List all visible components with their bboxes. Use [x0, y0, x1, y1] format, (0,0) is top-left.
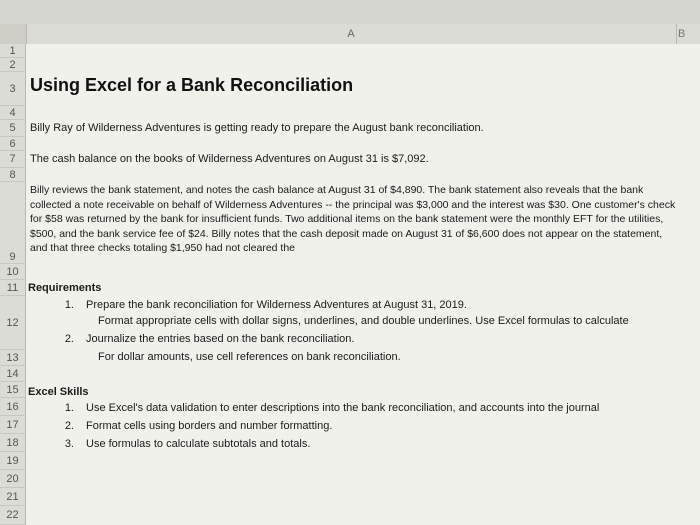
excel-skills-heading[interactable]: Excel Skills	[28, 386, 89, 398]
row-header-22[interactable]: 22	[0, 506, 26, 525]
row-header-16[interactable]: 16	[0, 398, 26, 416]
row-header-7[interactable]: 7	[0, 151, 26, 168]
skill-2-text: Format cells using borders and number formatting.	[86, 420, 333, 432]
row-header-18[interactable]: 18	[0, 434, 26, 452]
row-header-13[interactable]: 13	[0, 350, 26, 366]
row-header-15[interactable]: 15	[0, 382, 26, 398]
row-header-1[interactable]: 1	[0, 44, 26, 58]
row-header-11[interactable]: 11	[0, 280, 26, 296]
row-header-3[interactable]: 3	[0, 72, 26, 106]
requirement-1-number: 1.	[64, 299, 74, 311]
row-header-21[interactable]: 21	[0, 488, 26, 506]
row-header-19[interactable]: 19	[0, 452, 26, 470]
skill-2[interactable]	[28, 419, 680, 434]
requirements-heading[interactable]: Requirements	[28, 282, 102, 294]
skill-1[interactable]	[28, 401, 680, 416]
cell-a5[interactable]: Billy Ray of Wilderness Adventures is getting ready to prepare the August bank reconciliation.	[30, 122, 484, 134]
requirement-2[interactable]	[28, 332, 680, 347]
row-header-20[interactable]: 20	[0, 470, 26, 488]
column-header-b[interactable]: B	[678, 28, 686, 40]
requirement-1-continuation[interactable]: Format appropriate cells with dollar signs, underlines, and double underlines. Use Excel formulas to calculate	[98, 315, 629, 327]
requirement-2-number: 2.	[64, 333, 74, 345]
row-header-17[interactable]: 17	[0, 416, 26, 434]
cell-a7[interactable]: The cash balance on the books of Wilderness Adventures on August 31 is $7,092.	[30, 153, 429, 165]
requirement-1[interactable]	[28, 298, 680, 313]
row-header-10[interactable]: 10	[0, 264, 26, 280]
row-header-4[interactable]: 4	[0, 106, 26, 120]
skill-3-text: Use formulas to calculate subtotals and totals.	[86, 438, 311, 450]
select-all-corner[interactable]	[0, 24, 27, 44]
cell-a9[interactable]: Billy reviews the bank statement, and notes the cash balance at August 31 of $4,890. The bank statement also reveals that the bank collected a note receivable on behalf of Wilderness Adventures -- the principal was $3,000 and the interest was $30. One customer's check for $58 was returned by the bank for insufficient funds. Two additional items on the bank statement were the monthly EFT for the utilities, $500, and the bank service fee of $24. Billy notes that the cash deposit made on August 31 of $6,600 does not appear on the statement, and that three checks totaling $1,950 had not cleared the	[30, 184, 676, 254]
row-header-5[interactable]: 5	[0, 120, 26, 137]
row-header-9[interactable]: 9	[0, 182, 26, 264]
row-header-12[interactable]: 12	[0, 296, 26, 350]
toolbar-area	[0, 0, 700, 24]
skill-2-number: 2.	[64, 420, 74, 432]
requirement-2-continuation[interactable]: For dollar amounts, use cell references on bank reconciliation.	[98, 351, 401, 363]
skill-1-number: 1.	[64, 402, 74, 414]
sheet-title[interactable]: Using Excel for a Bank Reconciliation	[30, 75, 354, 95]
requirement-2-text: Journalize the entries based on the bank reconciliation.	[86, 333, 355, 345]
column-header-a[interactable]: A	[26, 24, 677, 44]
row-header-6[interactable]: 6	[0, 137, 26, 151]
skill-3[interactable]	[28, 437, 680, 452]
row-header-14[interactable]: 14	[0, 366, 26, 382]
row-header-8[interactable]: 8	[0, 168, 26, 182]
skill-3-number: 3.	[64, 438, 74, 450]
requirement-1-text: Prepare the bank reconciliation for Wilderness Adventures at August 31, 2019.	[86, 299, 467, 311]
skill-1-text: Use Excel's data validation to enter descriptions into the bank reconciliation, and accounts into the journal	[86, 402, 600, 414]
row-header-2[interactable]: 2	[0, 58, 26, 72]
